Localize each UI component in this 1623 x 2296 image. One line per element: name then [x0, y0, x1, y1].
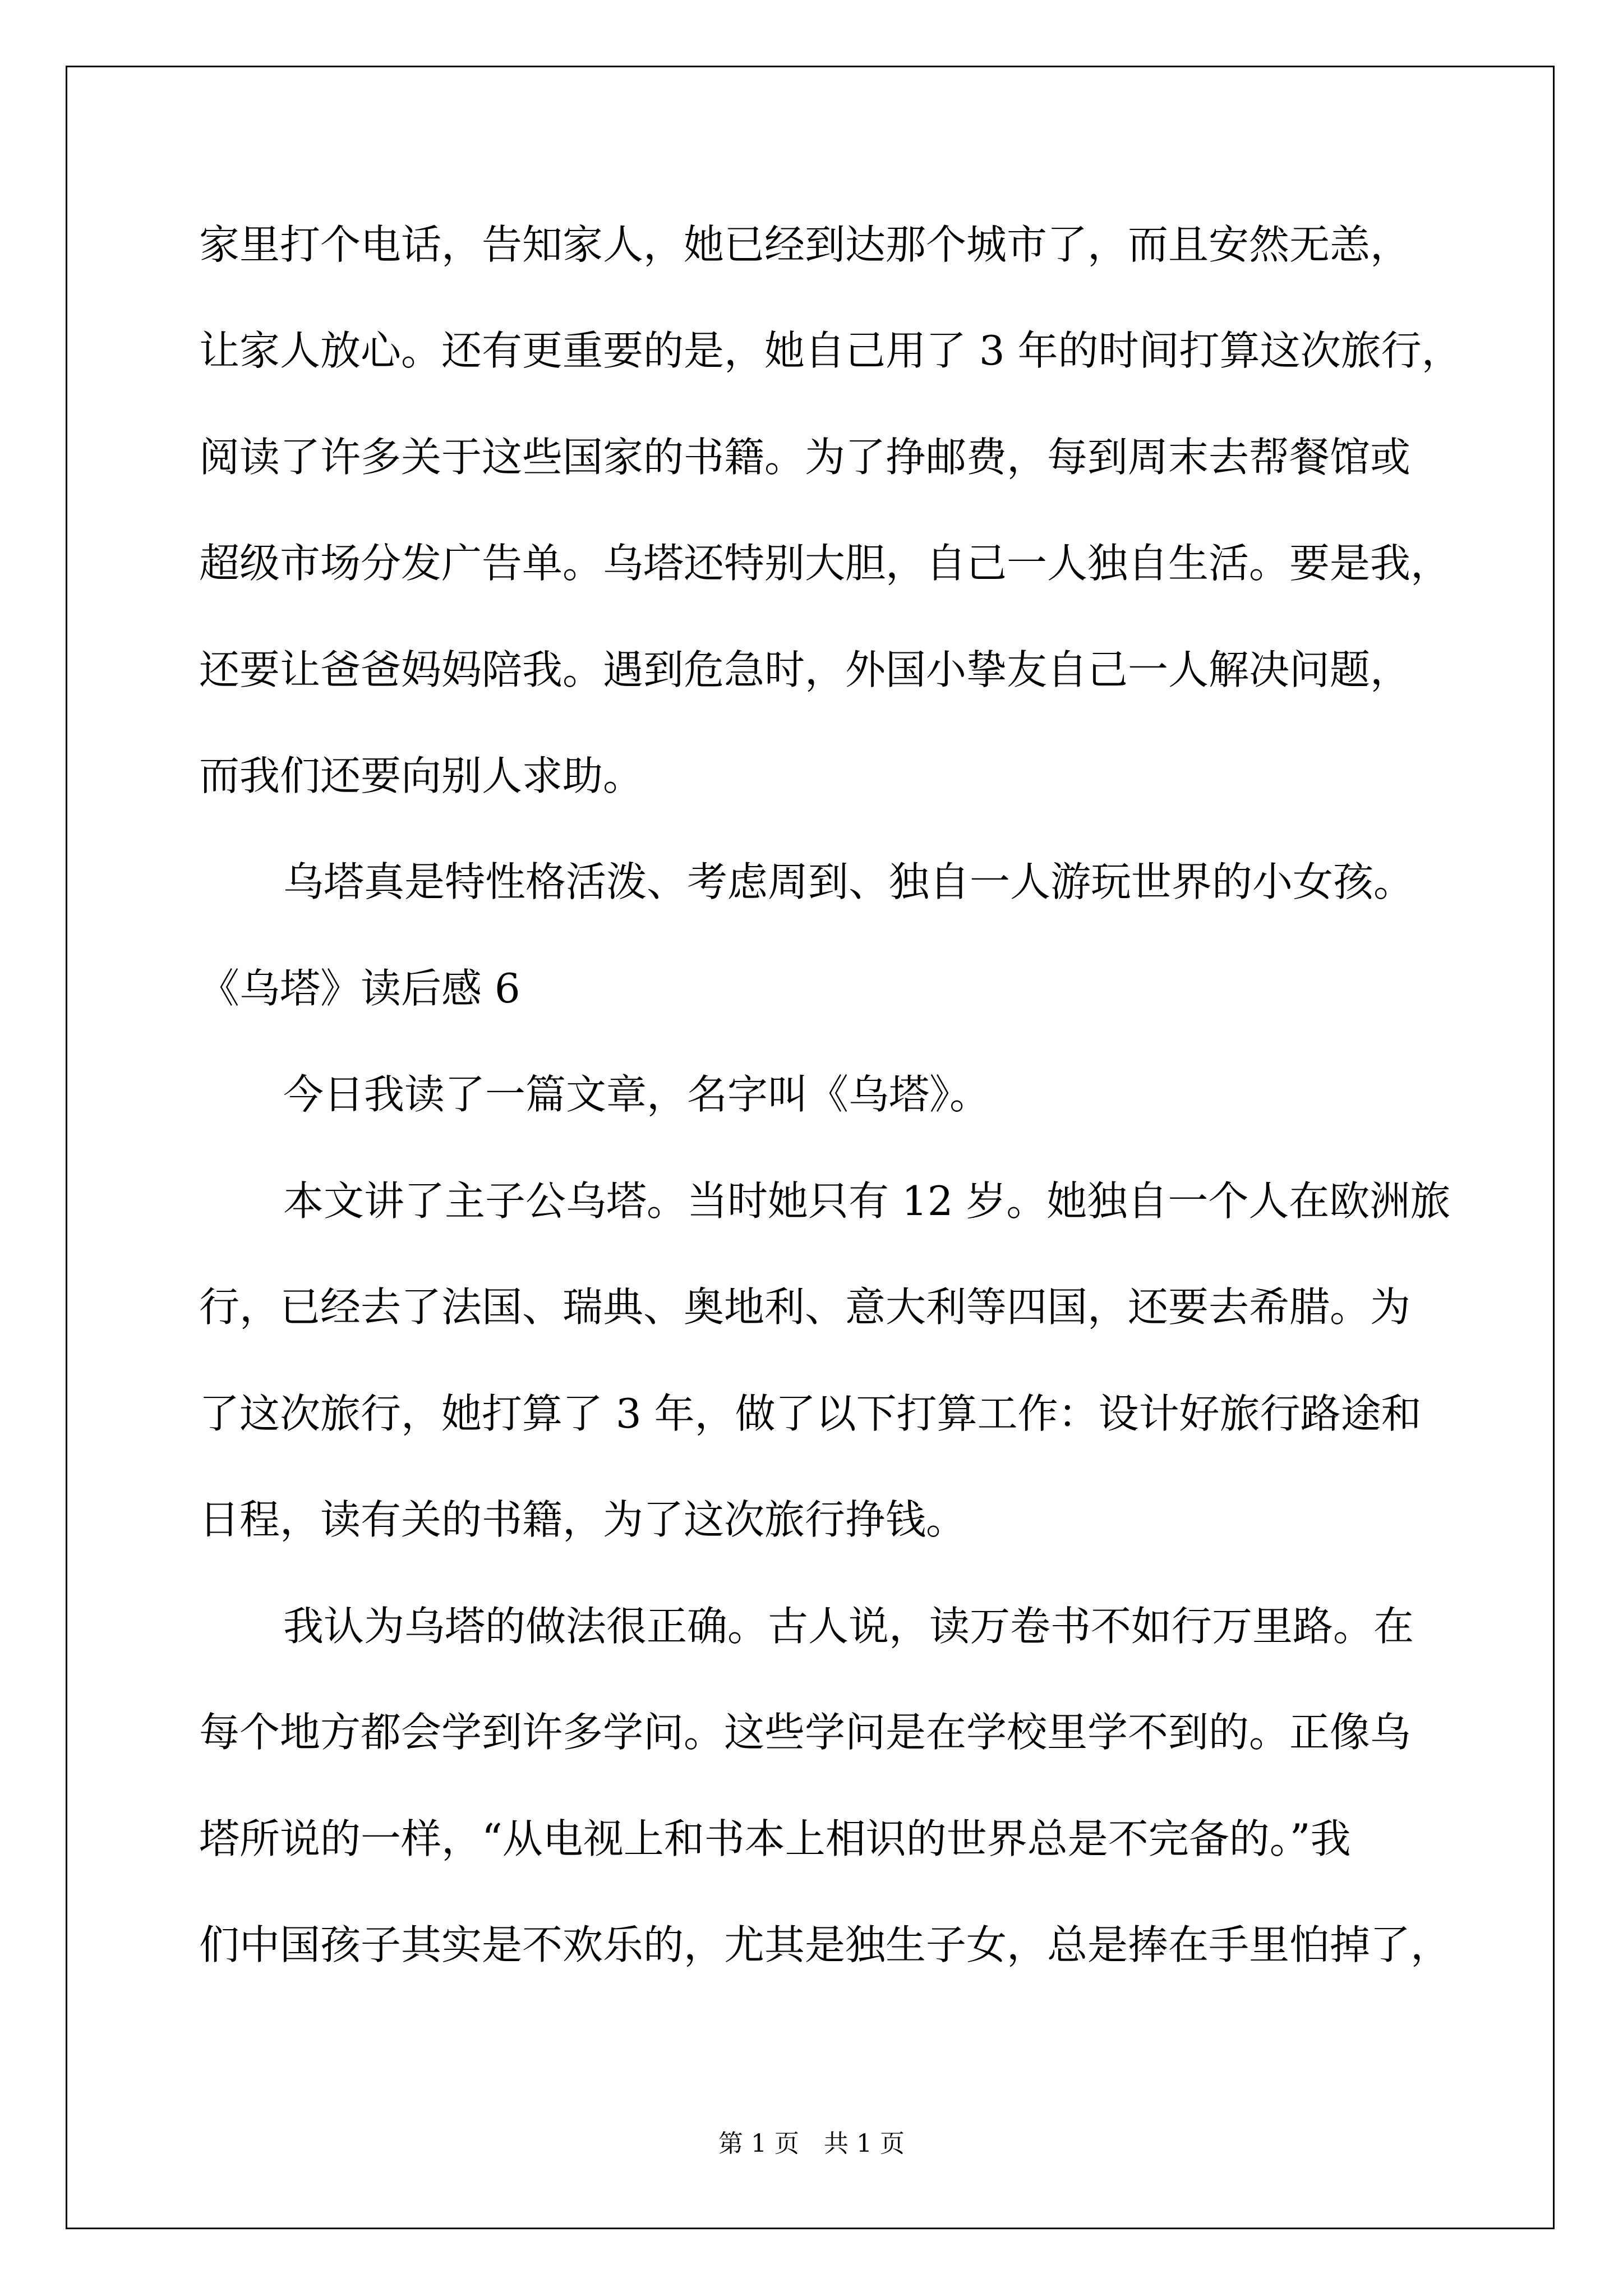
text-line: 超级市场分发广告单。乌塔还特别大胆，自己一人独自生活。要是我， — [199, 540, 1451, 587]
text-line: 家里打个电话，告知家人，她已经到达那个城市了，而且安然无恙， — [199, 221, 1411, 268]
section-heading: 《乌塔》读后感 6 — [199, 965, 520, 1012]
text-line: 行，已经去了法国、瑞典、奥地利、意大利等四国，还要去希腊。为 — [199, 1283, 1411, 1331]
text-line: 日程，读有关的书籍，为了这次旅行挣钱。 — [199, 1496, 967, 1543]
text-line: 每个地方都会学到许多学问。这些学问是在学校里学不到的。正像乌 — [199, 1709, 1411, 1756]
text-line: 还要让爸爸妈妈陪我。遇到危急时，外国小挚友自己一人解决问题， — [199, 646, 1411, 693]
text-line: 让家人放心。还有更重要的是，她自己用了 3 年的时间打算这次旅行， — [199, 327, 1462, 374]
text-line: 们中国孩子其实是不欢乐的，尤其是独生子女，总是捧在手里怕掉了， — [199, 1921, 1451, 1968]
text-line: 今日我读了一篇文章，名字叫《乌塔》。 — [283, 1071, 990, 1118]
text-line: 阅读了许多关于这些国家的书籍。为了挣邮费，每到周末去帮餐馆或 — [199, 434, 1411, 481]
text-line: 我认为乌塔的做法很正确。古人说，读万卷书不如行万里路。在 — [283, 1603, 1414, 1650]
text-line: 乌塔真是特性格活泼、考虑周到、独自一人游玩世界的小女孩。 — [283, 858, 1414, 905]
text-line: 本文讲了主子公乌塔。当时她只有 12 岁。她独自一个人在欧洲旅 — [283, 1177, 1451, 1225]
text-line: 塔所说的一样，“从电视上和书本上相识的世界总是不完备的。”我 — [199, 1815, 1351, 1862]
text-line: 而我们还要向别人求助。 — [199, 752, 644, 799]
text-line: 了这次旅行，她打算了 3 年，做了以下打算工作：设计好旅行路途和 — [199, 1390, 1422, 1437]
page-border — [66, 66, 1555, 2229]
page-number-footer: 第 1 页 共 1 页 — [718, 2129, 905, 2158]
